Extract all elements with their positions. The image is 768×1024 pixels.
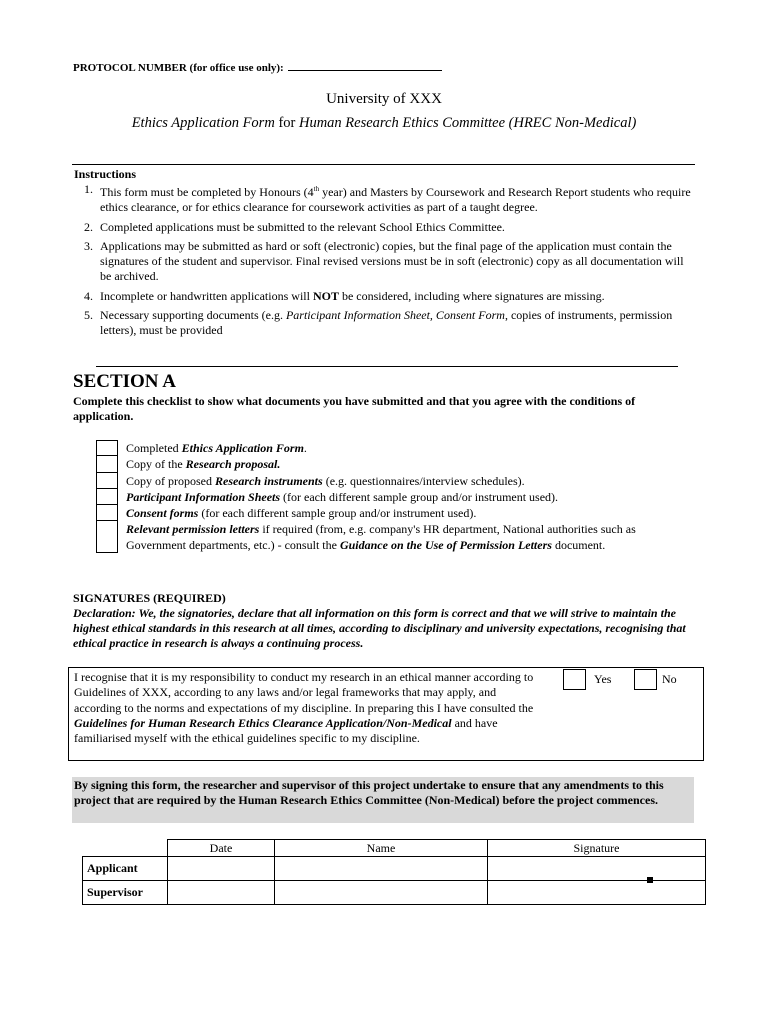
signatures-heading: SIGNATURES (REQUIRED) xyxy=(73,591,226,605)
instruction-text: Completed applications must be submitted to the relevant School Ethics Committee. xyxy=(100,219,505,234)
checklist-row xyxy=(96,489,696,505)
table-header-cell: Signature xyxy=(488,840,706,857)
instruction-number: 1. xyxy=(84,182,93,196)
protocol-number-line xyxy=(73,60,442,74)
checklist-label: Relevant permission letters if required (from, e.g. company's HR department, National authorities such as Government departments, etc.) - consult the Guidance on the Use of Permission Letters document. xyxy=(126,522,636,552)
instructions-heading: Instructions xyxy=(74,167,137,181)
no-label: No xyxy=(662,672,677,686)
yes-label: Yes xyxy=(594,672,612,686)
declaration-text: Declaration: We, the signatories, declare that all information on this form is correct and that we will strive to maintain the highest ethical standards in this research at all times, according to disciplinary and university expectations, recognising that ethical practice in research is always a continuing process. xyxy=(73,606,686,651)
instruction-text: , copies of instruments, permission letters), must be provided xyxy=(100,308,673,338)
instruction-item xyxy=(76,182,696,216)
instruction-text: Applications may be submitted as hard or soft (electronic) copies, but the final page of the application must contain the signatures of the student and supervisor. Final revised versions must be in soft (electronic) copy as all documentation will be archived. xyxy=(100,238,684,284)
instruction-number: 2. xyxy=(84,219,93,234)
checklist-checkbox[interactable] xyxy=(96,472,118,489)
form-title xyxy=(0,115,768,132)
table-header-cell: Date xyxy=(168,840,275,857)
checklist-label: Consent forms (for each different sample group and/or instrument used). xyxy=(126,506,477,521)
table-header-cell xyxy=(83,840,168,857)
applicant-label: Applicant xyxy=(83,857,168,881)
form-title-part1: Ethics Application Form xyxy=(131,115,275,131)
checklist-label: Copy of the Research proposal. xyxy=(126,457,281,472)
checklist-label: Copy of proposed Research instruments (e.g. questionnaires/interview schedules). xyxy=(126,473,525,488)
table-header-cell: Name xyxy=(275,840,488,857)
instruction-emphasis: NOT xyxy=(312,288,339,303)
applicant-date-field[interactable] xyxy=(168,857,275,881)
instruction-italic: Participant Information Sheet, Consent Form xyxy=(285,308,505,323)
checklist-checkbox[interactable] xyxy=(96,440,118,456)
instruction-item xyxy=(76,239,696,285)
instruction-number: 4. xyxy=(84,288,93,303)
checklist-checkbox[interactable] xyxy=(96,520,118,553)
checklist-label: Completed Ethics Application Form. xyxy=(126,441,307,455)
table-row xyxy=(83,881,706,905)
checklist-row xyxy=(96,473,696,489)
no-checkbox[interactable] xyxy=(634,669,657,690)
instruction-item xyxy=(76,308,696,339)
instruction-number: 3. xyxy=(84,238,93,253)
yes-checkbox[interactable] xyxy=(563,669,586,690)
signature-table-header xyxy=(83,840,706,857)
instruction-item xyxy=(76,289,696,304)
applicant-signature-field[interactable] xyxy=(488,857,706,881)
instruction-text: This form must be completed by Honours (4 xyxy=(100,185,314,199)
instructions-list xyxy=(76,182,696,343)
section-a-title: SECTION A xyxy=(73,371,176,392)
checklist-checkbox[interactable] xyxy=(96,455,118,472)
instruction-text: year) and Masters by Coursework and Research Report students who require ethics clearance, or for ethics clearance for coursework activities as part of a taught degree. xyxy=(100,185,691,215)
supervisor-label: Supervisor xyxy=(83,881,168,905)
section-a-subtitle: Complete this checklist to show what documents you have submitted and that you agree with the conditions of application. xyxy=(73,394,636,423)
instructions-underline xyxy=(96,366,678,367)
table-row xyxy=(83,857,706,881)
signature-table xyxy=(82,839,706,905)
checklist-checkbox[interactable] xyxy=(96,488,118,505)
applicant-name-field[interactable] xyxy=(275,857,488,881)
supervisor-date-field[interactable] xyxy=(168,881,275,905)
checklist-checkbox[interactable] xyxy=(96,504,118,521)
instruction-text: Incomplete or handwritten applications will xyxy=(100,288,313,303)
document-checklist xyxy=(96,440,696,553)
instruction-text: be considered, including where signatures are missing. xyxy=(338,288,605,303)
undertaking-statement: By signing this form, the researcher and supervisor of this project undertake to ensure that any amendments to this project that are required by the Human Research Ethics Committee (Non-Medical) before the project commences. xyxy=(72,777,694,823)
checklist-row xyxy=(96,440,696,456)
checklist-row xyxy=(96,505,696,521)
checklist-row xyxy=(96,521,696,553)
instruction-text: Necessary supporting documents (e.g. xyxy=(100,308,286,323)
divider-rule xyxy=(72,164,695,165)
checklist-label: Participant Information Sheets (for each different sample group and/or instrument used). xyxy=(126,489,559,504)
instruction-superscript: th xyxy=(313,185,320,193)
university-name: University of XXX xyxy=(326,91,442,107)
recognition-statement: I recognise that it is my responsibility to conduct my research in an ethical manner according to Guidelines of XXX, according to any laws and/or legal frameworks that may apply, and according to the norms and expectations of my discipline. In preparing this I have consulted the Guidelines for Human Research Ethics Clearance Application/Non-Medical and have familiarised myself with the ethical guidelines specific to my discipline. xyxy=(74,670,534,746)
checklist-row xyxy=(96,456,696,472)
protocol-number-field[interactable] xyxy=(288,60,442,71)
instruction-number: 5. xyxy=(84,308,93,323)
form-title-part3: Human Research Ethics Committee (HREC Non-Medical) xyxy=(298,115,637,131)
instruction-item xyxy=(76,220,696,235)
ink-mark xyxy=(647,877,653,883)
supervisor-signature-field[interactable] xyxy=(488,881,706,905)
supervisor-name-field[interactable] xyxy=(275,881,488,905)
protocol-number-label: PROTOCOL NUMBER (for office use only): xyxy=(73,62,284,74)
form-title-part2: for xyxy=(274,115,299,131)
